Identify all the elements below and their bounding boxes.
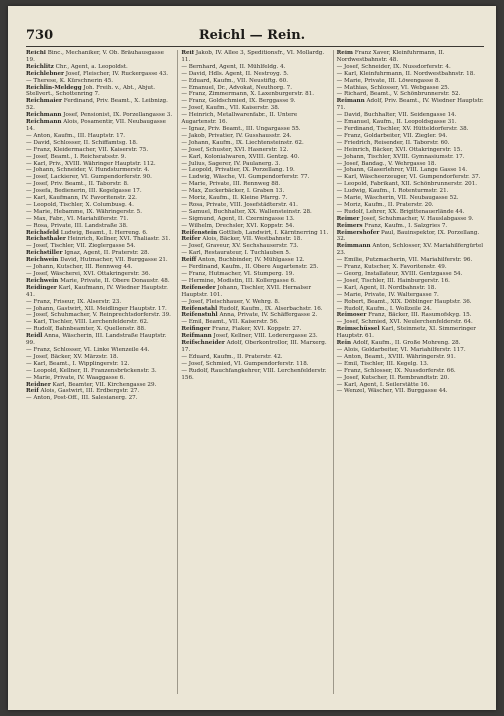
running-title: Reichl — Rein. <box>198 28 306 43</box>
directory-entry: — Josef, Graveur, XV. Sechshauserstr. 73. <box>181 243 299 250</box>
directory-entry: — Friedrich, Reisender, II. Taborstr. 60. <box>336 139 450 146</box>
directory-entry: — Jakob, Privatier, IV. Gusshausstr. 24. <box>181 132 292 139</box>
directory-entry: — Anton, Post-Off., III. Salesianerg. 27. <box>26 395 138 402</box>
directory-entry: — Eduard, Kaufm., II. Praterstr. 42. <box>181 353 283 360</box>
directory-entry: Reichmann Alois, Posamentir, VII. Neubaugasse 14. <box>26 119 166 132</box>
directory-entry: — Franz, Goldschmied, IX. Berggasse 9. <box>181 98 296 105</box>
column-1 <box>26 50 173 694</box>
directory-entry: — Emanuel, Dr., Advokat, Neuthorg. 7. <box>181 84 293 91</box>
directory-entry: — Max, Zuckerbäcker, I. Graben 13. <box>181 188 285 195</box>
directory-entry: — Josef, Beamt., I. Reichsratsstr. 9. <box>26 153 127 160</box>
directory-entry: Reifschneider Adolf, Oberkontrollor, III. Marxerg. 17. <box>181 340 327 353</box>
directory-entry: — Anton, Kaufm., III. Hauptstr. 17. <box>26 132 126 139</box>
directory-entry: — Leopold, Privatier, IX. Porzellang. 19. <box>181 167 295 174</box>
directory-entry: — Karl, Tischler, VIII. Lerchenfelderstr. 62. <box>26 319 149 326</box>
directory-entry: Rein Adolf, Kaufm., II. Große Mohreng. 28. <box>336 340 461 347</box>
directory-entry: Reichsthaler Heinrich, Kellner, XVI. Thaliastr. 31. <box>26 236 171 243</box>
directory-entry: Reimmann Anton, Schlosser, XV. Mariahilfergürtel 23. <box>336 243 484 257</box>
directory-entry: — Josef, Lackierer, VI. Gumpendorferstr. 90. <box>26 174 152 181</box>
directory-entry: Reidl Anna, Wäscherin, III. Landstraße Hauptstr. 99. <box>26 333 167 347</box>
directory-entry: — Karl, Kaufmann, IV. Favoritenstr. 22. <box>26 195 137 202</box>
directory-entry: Reichmaier Ferdinand, Priv. Beamt., X. Leibnizg. 52. <box>26 98 168 112</box>
directory-entry: — Wenzel, Wäscher, VII. Burggasse 44. <box>336 388 448 395</box>
directory-entry: — Karl, Beamt., I. Wipplingerstr. 12. <box>26 360 130 367</box>
directory-entry: Reichmann Josef, Pensionist, IX. Porzellangasse 3. <box>26 112 173 119</box>
directory-entry: — Johann, Gastwirt, XII. Meidlinger Hauptstr. 17. <box>26 305 167 312</box>
directory-entry: — Heinrich, Bäcker, XVI. Ottakringerstr. 15. <box>336 146 463 153</box>
directory-entry: — Rudolf, Kaufm., I. Wollzeile 24. <box>336 305 432 312</box>
directory-entry: — Therese, K. Kürschnerin 45. <box>26 77 114 84</box>
directory-entry: — Karl, Agent, I. Seilerstätte 16. <box>336 381 430 388</box>
directory-entry: Reif Alois, Gastwirt, III. Erdbergstr. 27. <box>26 388 140 395</box>
directory-entry: Reifmann Josef, Kellner, VIII. Lederergasse 23. <box>181 333 318 340</box>
directory-entry: — Ludwig, Kaufm., I. Rotenturmstr. 21. <box>336 188 449 195</box>
directory-entry: Reidner Karl, Beamter, VII. Kirchengasse 29. <box>26 381 157 388</box>
directory-entry: — Josef, Fleischhauer, V. Wehrg. 8. <box>181 298 280 305</box>
directory-entry: — Marie, Private, III. Löwengasse 8. <box>336 77 441 84</box>
header-rule <box>26 46 484 47</box>
directory-entry: — Rudolf, Bahnbeamter, X. Quellenstr. 88. <box>26 326 146 333</box>
directory-entry: — Karl, Wäscheerzeuger, VI. Gumpendorferstr. 37. <box>336 174 481 181</box>
column-2 <box>177 50 328 694</box>
directory-entry: — Karl, Agent, II. Nordbahnstr. 18. <box>336 284 437 291</box>
directory-entry: — Moriz, Kaufm., II. Kleine Pfarrg. 7. <box>181 195 288 202</box>
directory-entry: Reichlin-Meldegg Joh. Freih. v., Abt., Abjut. Stellvert., Schottenring 7. <box>26 84 156 98</box>
directory-entry: — Josef, Schmied, XVI. Neulerchenfelderstr. 64. <box>336 319 473 326</box>
directory-entry: — Bernhard, Agent, II. Mühlfeldg. 4. <box>181 63 286 70</box>
directory-entry: — Alois, Goldarbeiter, VI. Mariahilferstr. 117. <box>336 346 466 353</box>
directory-entry: — Emilie, Putzmacherin, VII. Mariahilferstr. 96. <box>336 257 473 264</box>
directory-entry: Reimershofer Paul, Bauinspektor, IX. Porzellang. 32. <box>336 229 480 243</box>
directory-entry: Reimann Adolf, Priv. Beamt., IV. Wiedner Hauptstr. 71. <box>336 98 484 112</box>
directory-entry: Reifer Alois, Bäcker, VII. Westbahnstr. 18. <box>181 236 303 243</box>
directory-entry: — Josef, Wäscherei, XVI. Ottakringerstr. 36. <box>26 271 151 277</box>
directory-entry: — Richard, Beamt., V. Schönbrunnerstr. 52. <box>336 91 461 98</box>
directory-entry: — Franz, Friseur, IX. Alserstr. 23. <box>26 298 122 305</box>
directory-page <box>8 6 496 710</box>
directory-entry: — Josef, Bäcker, XV. Märzstr. 18. <box>26 353 119 360</box>
page-header <box>8 28 496 44</box>
directory-columns <box>26 50 484 694</box>
directory-entry: — Franz, Schlosser, IX. Nussdorferstr. 66. <box>336 367 456 374</box>
directory-entry: — Samuel, Buchhalter, XX. Wallensteinstr. 28. <box>181 208 312 215</box>
directory-entry: — Karl, Kolonialwaren, XVIII. Gentzg. 40. <box>181 153 300 160</box>
directory-entry: Reifenstahl Rudolf, Kaufm., IX. Alserbachstr. 16. <box>181 305 323 312</box>
directory-entry: Reimers Franz, Kaufm., I. Salzgries 7. <box>336 222 448 229</box>
directory-entry: Reifeneder Johann, Tischler, XVII. Hernalser Hauptstr. 101. <box>181 284 312 298</box>
directory-entry: — Leopold, Fabrikant, XII. Schönbrunnerstr. 201. <box>336 181 478 188</box>
directory-entry: Reichlitz Chr., Agent, a. Leopoldst. <box>26 63 128 70</box>
directory-entry: — Hermine, Modistin, III. Kollergasse 6. <box>181 277 296 284</box>
directory-entry: Reichwein David, Hutmacher, VII. Burggasse 21. <box>26 257 168 264</box>
directory-entry: — Georg, Installateur, XVIII. Gentzgasse 54. <box>336 271 463 277</box>
directory-entry: — Josefa, Bedienerin, III. Kegelgasse 17. <box>26 188 142 195</box>
directory-entry: — David, Buchhalter, VII. Seidengasse 14. <box>336 112 457 119</box>
directory-entry: — Josef, Tischler, III. Hainburgerstr. 16. <box>336 277 450 284</box>
directory-entry: — Emil, Tischler, III. Kegelg. 13. <box>336 360 429 367</box>
directory-entry: — Franz, Kutscher, X. Favoritenstr. 49. <box>336 264 447 271</box>
directory-entry: Reim Franz Xaver, Kleinfuhrmann, II. Nordwestbahnstr. 48. <box>336 50 445 63</box>
directory-entry: — Ferdinand, Kaufm., II. Obere Augartenstr. 25. <box>181 264 319 271</box>
directory-entry: — Josef, Schuster, XVI. Hasnerstr. 12. <box>181 146 289 153</box>
directory-entry: — Marie, Wäscherin, VII. Neubaugasse 52. <box>336 195 459 202</box>
directory-entry: — Ignaz, Priv. Beamt., III. Ungargasse 55. <box>181 125 301 132</box>
directory-entry: Reimoser Franz, Bäcker, III. Rasumofskyg. 15. <box>336 312 472 319</box>
directory-entry: Reichsfeld Ludwig, Beamt., I. Herreng. 6. <box>26 229 148 236</box>
directory-entry: Reimschüssel Karl, Steinmetz, XI. Simmeringer Hauptstr. 61. <box>336 326 476 340</box>
directory-entry: — Rosa, Private, III. Landstraße 38. <box>26 222 128 229</box>
directory-entry: — Ferdinand, Tischler, XV. Hütteldorferstr. 38. <box>336 125 469 132</box>
directory-entry: Reiff Anton, Buchbinder, IV. Mühlgasse 12. <box>181 257 305 264</box>
directory-entry: — Emanuel, Kaufm., II. Leopoldsgasse 31. <box>336 119 457 126</box>
directory-entry: — Johann, Kutscher, III. Rennweg 44. <box>26 264 133 271</box>
directory-entry: — Mathias, Schlosser, VI. Webgasse 25. <box>336 84 450 91</box>
directory-entry: — David, Schlosser, II. Schiffamtsg. 18. <box>26 139 138 146</box>
directory-entry: — Robert, Beamt., XIX. Döblinger Hauptstr. 36. <box>336 298 472 305</box>
column-3 <box>333 50 484 694</box>
directory-entry: Reichlebner Josef, Fleischer, IV. Ruckergasse 43. <box>26 70 169 77</box>
directory-entry: — Moriz, Kaufm., II. Praterstr. 20. <box>336 201 434 208</box>
directory-entry: — Karl, Restaurateur, I. Tuchlauben 5. <box>181 250 291 257</box>
directory-entry: — Emil, Beamt., VII. Kaiserstr. 56. <box>181 319 279 326</box>
directory-entry: — Marie, Private, III. Rennweg 88. <box>181 181 281 188</box>
directory-entry: — Eduard, Kaufm., VII. Neustiftg. 60. <box>181 77 289 84</box>
directory-entry: — Marie, Hebamme, IX. Währingerstr. 5. <box>26 208 142 215</box>
directory-entry: — Josef, Tischler, VII. Zieglergasse 54. <box>26 243 136 250</box>
directory-entry: — Johann, Schneider, V. Hundsturmerstr. 4. <box>26 167 150 174</box>
directory-entry: Reichwein Marie, Private, II. Obere Donaustr. 48. <box>26 277 170 284</box>
directory-entry: Reifenstein Gottlieb, Landwirt, I. Kärntnerring 11. <box>181 229 329 236</box>
directory-entry: Reifenstuhl Anna, Private, IV. Schäffergasse 2. <box>181 312 318 319</box>
directory-entry: Reifinger Franz, Fiaker, XVI. Koppstr. 27. <box>181 326 302 333</box>
directory-entry: — Leopold, Kellner, II. Franzensbrückenstr. 3. <box>26 367 157 374</box>
directory-entry: — Wilhelm, Drechsler, XVI. Koppstr. 54. <box>181 222 295 229</box>
directory-entry: Reichl Binc., Mechaniker, V. Ob. Bräuhausgasse 19. <box>26 50 164 63</box>
directory-entry: — Franz, Zimmermann, X. Laxenburgerstr. 81. <box>181 91 315 98</box>
directory-entry: — Josef, Kaufm., VII. Kaiserstr. 38. <box>181 105 280 112</box>
directory-entry: — Johann, Tischler, XVIII. Gymnasiumstr. 17. <box>336 153 465 160</box>
directory-entry: — Anton, Beamt., XVIII. Währingerstr. 91. <box>336 353 456 360</box>
directory-entry: — Marie, Private, IV. Waltergasse 7. <box>336 291 439 298</box>
directory-entry: — Ludwig, Wäsche, VI. Gumpendorferstr. 77. <box>181 174 310 181</box>
directory-entry: — Franz, Goldarbeiter, VII. Ziegler. 94. <box>336 132 448 139</box>
directory-entry: — Rosa, Private, VIII. Josefstädterstr. 41. <box>181 201 298 208</box>
directory-entry: — Josef, Schuhmacher, V. Reinprechtsdorferstr. 39. <box>26 312 171 319</box>
directory-entry: — Josef, Priv. Beamt., II. Taborstr. 8. <box>26 181 129 188</box>
directory-entry: — Josef, Kutscher, II. Rembrandtstr. 20. <box>336 374 450 381</box>
directory-entry: — Rudolf, Rauchfangkehrer, VIII. Lerchenfelderstr. 156. <box>181 367 327 381</box>
directory-entry: — Johann, Kaufm., IX. Liechtensteinstr. 62. <box>181 139 304 146</box>
directory-entry: — Max, Fabr., VI. Mariahilferstr. 71. <box>26 215 129 222</box>
directory-entry: Reichstiller Ignaz, Agent, II. Praterstr. 28. <box>26 250 150 257</box>
directory-entry: Reif Jakob, IV. Allee 3, Speditionsfr., VI. Mollardg. 11. <box>181 50 325 63</box>
directory-entry: — Johann, Glaserlehrer, VIII. Lange Gasse 14. <box>336 167 468 174</box>
directory-entry: — Josef, Bandag., V. Wehrgasse 18. <box>336 160 437 167</box>
directory-entry: — Karl, Priv., XVIII. Währinger Hauptstr. 112. <box>26 160 156 167</box>
page-number: 730 <box>26 28 54 43</box>
directory-entry: — Heinrich, Metallwarenfabr., II. Untere Augartenstr. 16. <box>181 112 298 126</box>
directory-entry: — Josef, Schneider, IX. Nussdorferstr. 4. <box>336 63 451 70</box>
directory-entry: — Karl, Kleinfuhrmann, II. Nordwestbahnstr. 18. <box>336 70 476 77</box>
directory-entry: Reimer Josef, Schuhmacher, V. Hauslabgasse 9. <box>336 215 474 222</box>
directory-entry: — Rudolf, Lehrer, XX. Brigittenauerlände 44. <box>336 208 465 215</box>
directory-entry: — Franz, Kleidermacher, VII. Kaiserstr. 75. <box>26 146 149 153</box>
directory-entry: — Leopold, Tischler, X. Columbusg. 4. <box>26 201 134 208</box>
directory-entry: — Josef, Schmied, VI. Gumpendorferstr. 118. <box>181 360 309 367</box>
directory-entry: — David, Hdls. Agent, II. Nestroyg. 5. <box>181 70 289 77</box>
directory-entry: — Marie, Private, IV. Waaggasse 6. <box>26 374 126 381</box>
directory-entry: — Sigmund, Agent, II. Czerningasse 13. <box>181 215 295 222</box>
directory-entry: — Franz, Schlosser, VI. Linke Wienzeile 44. <box>26 346 150 353</box>
directory-entry: — Julius, Sagerer, IV. Paulanerg. 3. <box>181 160 281 167</box>
directory-entry: — Franz, Hutmacher, VI. Stumperg. 19. <box>181 271 295 277</box>
directory-entry: Reidinger Karl, Kaufmann, IV. Wiedner Hauptstr. 41. <box>26 284 168 298</box>
